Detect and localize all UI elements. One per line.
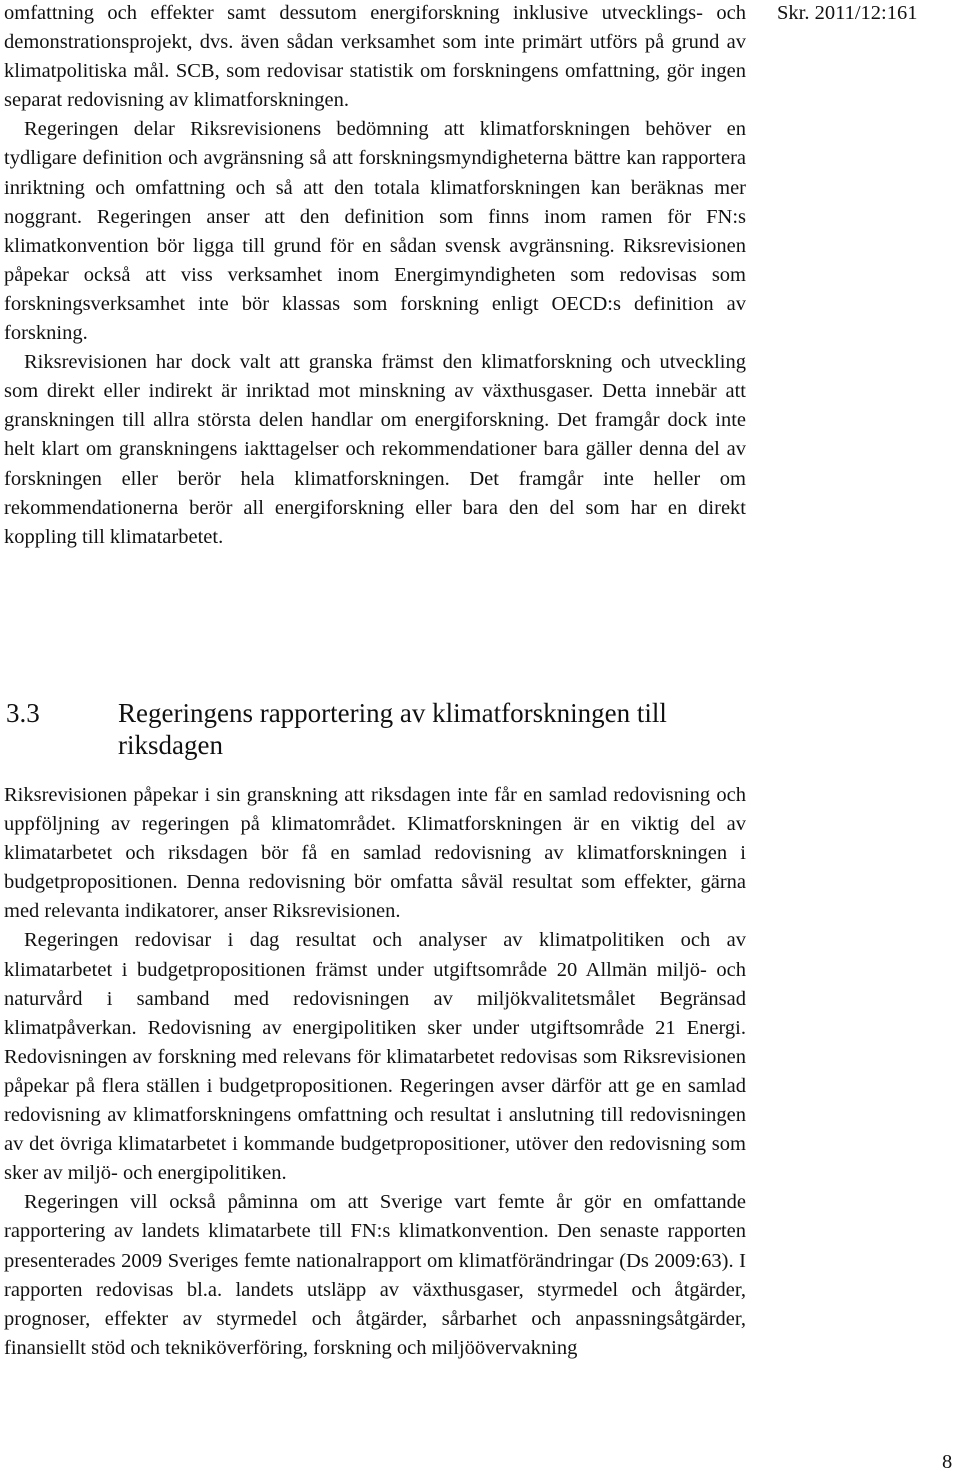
body-text-top xyxy=(4,0,746,552)
paragraph: Regeringen vill också påminna om att Sverige vart femte år gör en omfattande rapportering av landets klimatarbete till FN:s klimatkonvention. Den senaste rapporten presenterades 2009 Sveriges femte nationalrapport om klimatförändringar (Ds 2009:63). I rapporten redovisas bl.a. landets utsläpp av växthusgaser, styrmedel och åtgärder, prognoser, effekter av styrmedel och åtgärder, sårbarhet och anpassningsåtgärder, finansiellt stöd och tekniköverföring, forskning och miljöövervakning xyxy=(4,1191,746,1359)
paragraph-continuation: omfattning och effekter samt dessutom energiforskning inklusive utvecklings- och demonstrationsprojekt, dvs. även sådan verksamhet som inte primärt utförs på grund av klimatpolitiska mål. SCB, som redovisar statistik om forskningens omfattning, gör ingen separat redovisning av klimatforskningen. xyxy=(4,2,746,112)
document-reference: Skr. 2011/12:161 xyxy=(777,2,918,24)
page-number: 8 xyxy=(942,1451,953,1473)
section-title: Regeringens rapportering av klimatforskningen till riksdagen xyxy=(118,698,667,760)
body-text-section xyxy=(4,781,746,1363)
paragraph: Regeringen delar Riksrevisionens bedömning att klimatforskningen behöver en tydligare definition och avgränsning så att forskningsmyndigheterna bättre kan rapportera inriktning och omfattning och så att den totala klimatforskningen kan beräknas mer noggrant. Regeringen anser att den definition som finns inom ramen för FN:s klimatkonvention bör ligga till grund för en sådan svensk avgränsning. Riksrevisionen påpekar också att viss verksamhet inom Energimyndigheten som redovisas som forskningsverksamhet inte bör klassas som forskning enligt OECD:s definition av forskning. xyxy=(4,118,746,345)
section-number: 3.3 xyxy=(6,698,40,728)
paragraph: Regeringen redovisar i dag resultat och analyser av klimatpolitiken och av klimatarbetet i budgetpropositionen främst under utgiftsområde 20 Allmän miljö- och naturvård i samband med redovisningen av miljökvalitetsmålet Begränsad klimatpåverkan. Redovisning av energipolitiken sker under utgiftsområde 21 Energi. Redovisningen av forskning med relevans för klimatarbetet redovisas som Riksrevisionen påpekar på flera ställen i budgetpropositionen. Regeringen avser därför att ge en samlad redovisning av klimatforskningens omfattning och resultat i anslutning till redovisningen av det övriga klimatarbetet i kommande budgetpropositioner, utöver den redovisning som sker av miljö- och energipolitiken. xyxy=(4,929,746,1185)
paragraph: Riksrevisionen har dock valt att granska främst den klimatforskning och utveckling som direkt eller indirekt är inriktad mot minskning av växthusgaser. Detta innebär att granskningen till allra största delen handlar om energiforskning. Det framgår dock inte helt klart om granskningens iakttagelser och rekommendationer bara gäller denna del av forskningen eller berör hela klimatforskningen. Det framgår inte heller om rekommendationerna berör all energiforskning eller bara den del som har en direkt koppling till klimatarbetet. xyxy=(4,351,746,548)
paragraph: Riksrevisionen påpekar i sin granskning att riksdagen inte får en samlad redovisning och uppföljning av regeringen på klimatområdet. Klimatforskningen är en viktig del av klimatarbetet och riksdagen bör få en samlad redovisning av klimatforskningen i budgetpropositionen. Denna redovisning bör omfatta såväl resultat som effekter, gärna med relevanta indikatorer, anser Riksrevisionen. xyxy=(4,784,746,923)
